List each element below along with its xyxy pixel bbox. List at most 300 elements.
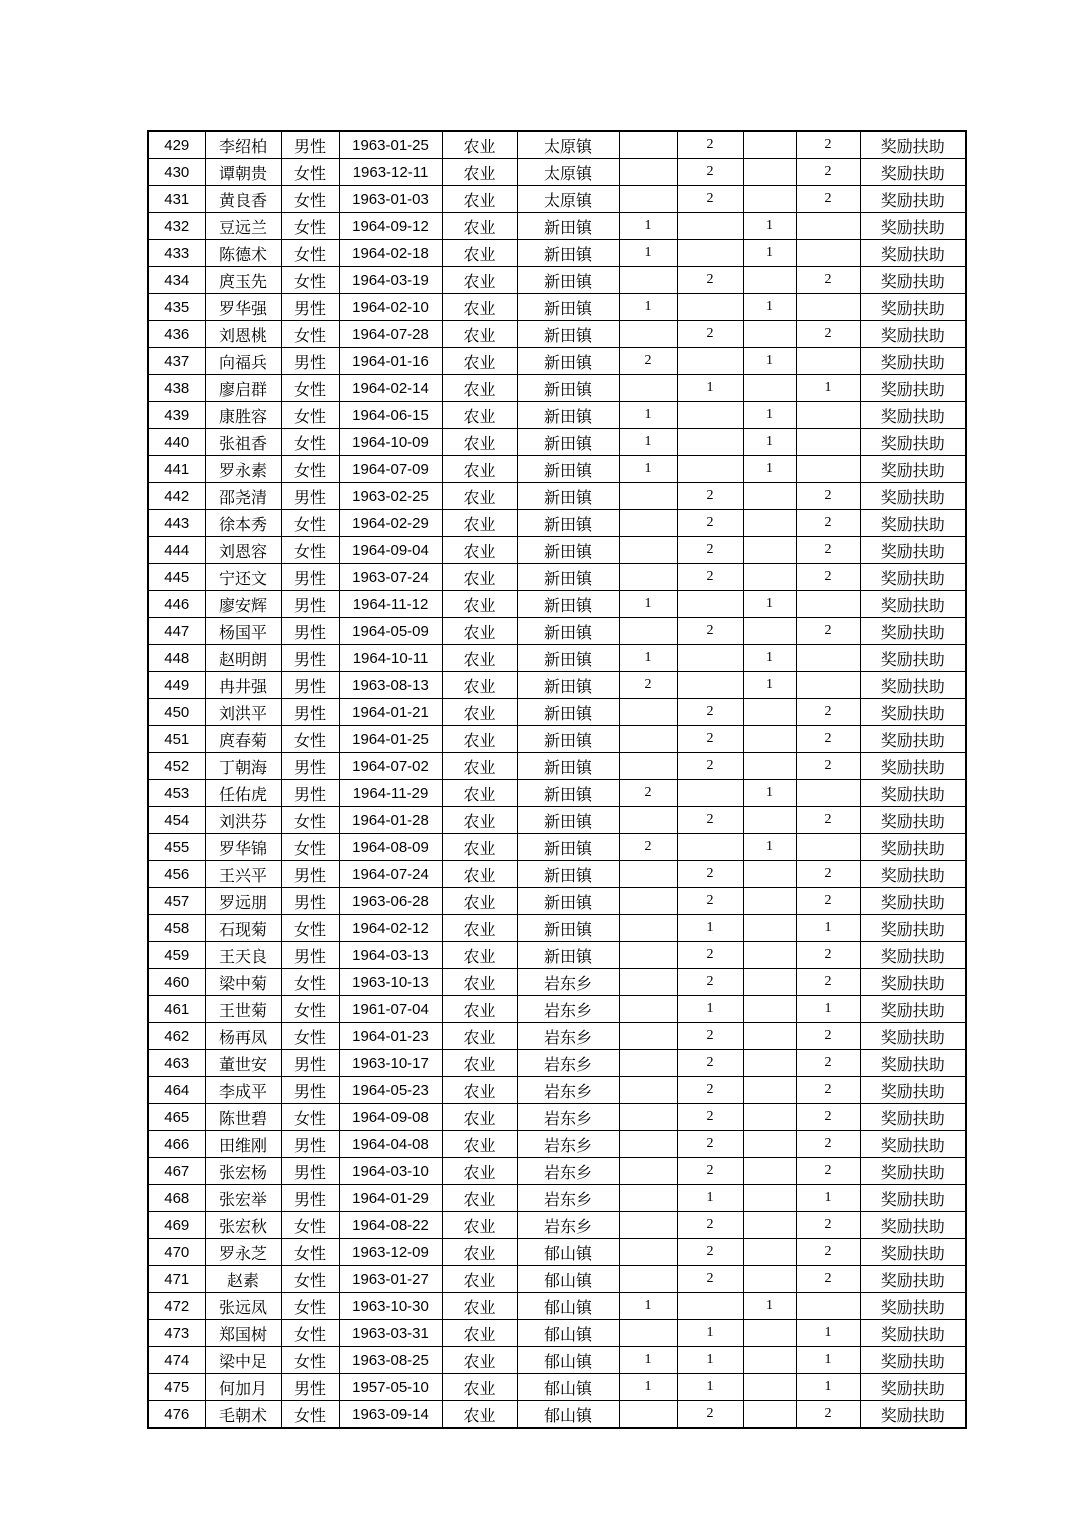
cell-count-2: 2 (677, 1239, 743, 1266)
cell-occupation: 农业 (442, 429, 517, 456)
cell-support-type: 奖励扶助 (860, 888, 966, 915)
cell-count-3 (743, 807, 796, 834)
cell-birthdate: 1963-08-25 (339, 1347, 442, 1374)
cell-township: 新田镇 (517, 429, 619, 456)
cell-count-1 (619, 807, 677, 834)
cell-count-4: 2 (796, 537, 860, 564)
cell-name: 庹玉先 (205, 267, 281, 294)
cell-count-4: 2 (796, 1104, 860, 1131)
cell-count-4: 2 (796, 131, 860, 159)
cell-count-4 (796, 456, 860, 483)
cell-support-type: 奖励扶助 (860, 1374, 966, 1401)
cell-birthdate: 1964-01-25 (339, 726, 442, 753)
cell-name: 李成平 (205, 1077, 281, 1104)
cell-id: 462 (148, 1023, 205, 1050)
cell-count-4 (796, 240, 860, 267)
cell-count-4 (796, 1293, 860, 1320)
cell-count-2: 2 (677, 1077, 743, 1104)
cell-count-3: 1 (743, 456, 796, 483)
cell-township: 新田镇 (517, 510, 619, 537)
cell-count-3 (743, 1212, 796, 1239)
cell-name: 罗华锦 (205, 834, 281, 861)
cell-birthdate: 1964-07-02 (339, 753, 442, 780)
cell-birthdate: 1964-05-09 (339, 618, 442, 645)
cell-count-2: 2 (677, 699, 743, 726)
cell-gender: 女性 (281, 1023, 339, 1050)
cell-count-1 (619, 1158, 677, 1185)
cell-count-3 (743, 1023, 796, 1050)
cell-count-1 (619, 618, 677, 645)
cell-support-type: 奖励扶助 (860, 564, 966, 591)
cell-gender: 女性 (281, 726, 339, 753)
cell-count-3 (743, 996, 796, 1023)
cell-count-3: 1 (743, 1293, 796, 1320)
data-table (147, 130, 967, 1429)
cell-name: 罗永素 (205, 456, 281, 483)
cell-count-2: 2 (677, 726, 743, 753)
table-row (148, 537, 966, 564)
cell-occupation: 农业 (442, 1239, 517, 1266)
cell-count-1 (619, 267, 677, 294)
cell-count-1: 1 (619, 1347, 677, 1374)
cell-birthdate: 1964-01-16 (339, 348, 442, 375)
cell-township: 新田镇 (517, 375, 619, 402)
cell-township: 新田镇 (517, 483, 619, 510)
cell-count-4: 1 (796, 375, 860, 402)
cell-count-2: 2 (677, 321, 743, 348)
cell-gender: 男性 (281, 1050, 339, 1077)
cell-count-3 (743, 537, 796, 564)
table-row (148, 1212, 966, 1239)
cell-count-3 (743, 699, 796, 726)
cell-count-3 (743, 483, 796, 510)
cell-count-4: 2 (796, 699, 860, 726)
cell-count-3 (743, 1077, 796, 1104)
cell-count-1 (619, 131, 677, 159)
cell-count-1: 1 (619, 402, 677, 429)
cell-gender: 女性 (281, 834, 339, 861)
cell-gender: 女性 (281, 159, 339, 186)
cell-support-type: 奖励扶助 (860, 429, 966, 456)
table-row (148, 672, 966, 699)
cell-township: 新田镇 (517, 807, 619, 834)
cell-name: 何加月 (205, 1374, 281, 1401)
cell-id: 430 (148, 159, 205, 186)
cell-support-type: 奖励扶助 (860, 1050, 966, 1077)
cell-count-3: 1 (743, 645, 796, 672)
cell-count-1 (619, 1212, 677, 1239)
cell-birthdate: 1964-03-19 (339, 267, 442, 294)
cell-name: 梁中足 (205, 1347, 281, 1374)
cell-count-3 (743, 1266, 796, 1293)
cell-count-4: 2 (796, 753, 860, 780)
cell-count-4: 1 (796, 915, 860, 942)
cell-name: 任佑虎 (205, 780, 281, 807)
cell-occupation: 农业 (442, 942, 517, 969)
cell-township: 岩东乡 (517, 996, 619, 1023)
cell-gender: 男性 (281, 780, 339, 807)
cell-support-type: 奖励扶助 (860, 915, 966, 942)
cell-id: 463 (148, 1050, 205, 1077)
cell-id: 453 (148, 780, 205, 807)
cell-id: 476 (148, 1401, 205, 1429)
cell-count-2: 2 (677, 888, 743, 915)
cell-count-3 (743, 753, 796, 780)
cell-birthdate: 1964-01-23 (339, 1023, 442, 1050)
cell-gender: 男性 (281, 1185, 339, 1212)
cell-count-2 (677, 456, 743, 483)
cell-count-3: 1 (743, 402, 796, 429)
cell-occupation: 农业 (442, 402, 517, 429)
table-row (148, 131, 966, 159)
table-row (148, 1293, 966, 1320)
cell-name: 杨国平 (205, 618, 281, 645)
cell-count-4: 2 (796, 483, 860, 510)
cell-count-1 (619, 996, 677, 1023)
cell-birthdate: 1964-03-10 (339, 1158, 442, 1185)
cell-count-1 (619, 186, 677, 213)
cell-count-4: 2 (796, 942, 860, 969)
cell-name: 廖启群 (205, 375, 281, 402)
cell-count-1 (619, 726, 677, 753)
cell-count-2 (677, 429, 743, 456)
cell-gender: 男性 (281, 888, 339, 915)
cell-support-type: 奖励扶助 (860, 186, 966, 213)
cell-id: 459 (148, 942, 205, 969)
cell-occupation: 农业 (442, 267, 517, 294)
cell-name: 刘洪芬 (205, 807, 281, 834)
cell-count-4 (796, 294, 860, 321)
table-row (148, 375, 966, 402)
cell-gender: 女性 (281, 1266, 339, 1293)
cell-township: 岩东乡 (517, 1212, 619, 1239)
cell-count-3 (743, 1320, 796, 1347)
cell-count-1 (619, 1131, 677, 1158)
cell-support-type: 奖励扶助 (860, 618, 966, 645)
cell-id: 444 (148, 537, 205, 564)
cell-count-4: 2 (796, 1266, 860, 1293)
cell-id: 474 (148, 1347, 205, 1374)
table-row (148, 159, 966, 186)
table-row (148, 645, 966, 672)
cell-birthdate: 1964-02-29 (339, 510, 442, 537)
table-row (148, 240, 966, 267)
cell-count-4: 2 (796, 618, 860, 645)
cell-support-type: 奖励扶助 (860, 1158, 966, 1185)
cell-support-type: 奖励扶助 (860, 726, 966, 753)
cell-occupation: 农业 (442, 1131, 517, 1158)
cell-id: 437 (148, 348, 205, 375)
cell-id: 460 (148, 969, 205, 996)
cell-birthdate: 1964-02-12 (339, 915, 442, 942)
cell-occupation: 农业 (442, 537, 517, 564)
cell-name: 赵明朗 (205, 645, 281, 672)
table-row (148, 186, 966, 213)
cell-count-3 (743, 186, 796, 213)
cell-township: 岩东乡 (517, 1185, 619, 1212)
cell-birthdate: 1964-02-10 (339, 294, 442, 321)
cell-count-2: 2 (677, 807, 743, 834)
cell-name: 张远凤 (205, 1293, 281, 1320)
cell-occupation: 农业 (442, 1023, 517, 1050)
cell-birthdate: 1963-06-28 (339, 888, 442, 915)
cell-occupation: 农业 (442, 186, 517, 213)
cell-birthdate: 1964-01-28 (339, 807, 442, 834)
cell-name: 宁还文 (205, 564, 281, 591)
cell-support-type: 奖励扶助 (860, 942, 966, 969)
cell-count-4: 2 (796, 186, 860, 213)
cell-id: 468 (148, 1185, 205, 1212)
cell-id: 470 (148, 1239, 205, 1266)
cell-count-1: 2 (619, 834, 677, 861)
cell-occupation: 农业 (442, 699, 517, 726)
cell-township: 岩东乡 (517, 969, 619, 996)
cell-township: 太原镇 (517, 159, 619, 186)
cell-count-3 (743, 1347, 796, 1374)
cell-id: 443 (148, 510, 205, 537)
cell-township: 新田镇 (517, 591, 619, 618)
cell-id: 431 (148, 186, 205, 213)
cell-count-4: 2 (796, 1158, 860, 1185)
cell-birthdate: 1964-02-14 (339, 375, 442, 402)
cell-count-2: 2 (677, 131, 743, 159)
cell-count-4 (796, 591, 860, 618)
cell-name: 赵素 (205, 1266, 281, 1293)
cell-count-1: 2 (619, 780, 677, 807)
cell-birthdate: 1964-09-08 (339, 1104, 442, 1131)
cell-count-4: 1 (796, 1347, 860, 1374)
cell-count-3: 1 (743, 240, 796, 267)
cell-support-type: 奖励扶助 (860, 1023, 966, 1050)
cell-township: 新田镇 (517, 645, 619, 672)
table-row (148, 888, 966, 915)
cell-count-3: 1 (743, 834, 796, 861)
cell-support-type: 奖励扶助 (860, 375, 966, 402)
cell-birthdate: 1964-05-23 (339, 1077, 442, 1104)
cell-count-3 (743, 375, 796, 402)
cell-birthdate: 1964-10-11 (339, 645, 442, 672)
cell-support-type: 奖励扶助 (860, 537, 966, 564)
table-row (148, 726, 966, 753)
cell-count-1: 1 (619, 429, 677, 456)
cell-gender: 女性 (281, 186, 339, 213)
cell-name: 刘洪平 (205, 699, 281, 726)
cell-support-type: 奖励扶助 (860, 402, 966, 429)
cell-gender: 男性 (281, 591, 339, 618)
cell-count-3: 1 (743, 672, 796, 699)
cell-support-type: 奖励扶助 (860, 1212, 966, 1239)
cell-count-2: 2 (677, 1131, 743, 1158)
table-row (148, 807, 966, 834)
cell-gender: 女性 (281, 1104, 339, 1131)
cell-name: 冉井强 (205, 672, 281, 699)
cell-count-4: 2 (796, 1212, 860, 1239)
cell-count-2: 2 (677, 618, 743, 645)
cell-township: 新田镇 (517, 213, 619, 240)
cell-count-2: 2 (677, 1050, 743, 1077)
cell-count-1: 1 (619, 591, 677, 618)
table-row (148, 1185, 966, 1212)
cell-count-2: 1 (677, 1185, 743, 1212)
cell-township: 新田镇 (517, 294, 619, 321)
cell-occupation: 农业 (442, 969, 517, 996)
cell-gender: 男性 (281, 645, 339, 672)
table-row (148, 1158, 966, 1185)
cell-count-1 (619, 699, 677, 726)
cell-count-1: 2 (619, 672, 677, 699)
cell-count-1: 1 (619, 645, 677, 672)
cell-count-4 (796, 348, 860, 375)
cell-count-2: 2 (677, 510, 743, 537)
cell-name: 豆远兰 (205, 213, 281, 240)
cell-occupation: 农业 (442, 807, 517, 834)
cell-occupation: 农业 (442, 213, 517, 240)
cell-occupation: 农业 (442, 861, 517, 888)
cell-support-type: 奖励扶助 (860, 1239, 966, 1266)
cell-count-1: 1 (619, 213, 677, 240)
cell-count-2: 1 (677, 375, 743, 402)
cell-birthdate: 1964-11-29 (339, 780, 442, 807)
cell-count-1: 1 (619, 1374, 677, 1401)
cell-township: 新田镇 (517, 240, 619, 267)
cell-birthdate: 1964-09-12 (339, 213, 442, 240)
cell-township: 新田镇 (517, 699, 619, 726)
cell-count-2: 2 (677, 186, 743, 213)
cell-name: 谭朝贵 (205, 159, 281, 186)
cell-birthdate: 1964-08-09 (339, 834, 442, 861)
cell-count-2 (677, 240, 743, 267)
cell-id: 469 (148, 1212, 205, 1239)
cell-count-1 (619, 1104, 677, 1131)
cell-support-type: 奖励扶助 (860, 996, 966, 1023)
cell-count-2 (677, 672, 743, 699)
cell-birthdate: 1964-10-09 (339, 429, 442, 456)
cell-count-2 (677, 780, 743, 807)
cell-name: 王天良 (205, 942, 281, 969)
cell-count-4: 2 (796, 726, 860, 753)
cell-count-3: 1 (743, 780, 796, 807)
table-row (148, 402, 966, 429)
cell-count-4: 2 (796, 1050, 860, 1077)
cell-support-type: 奖励扶助 (860, 969, 966, 996)
cell-occupation: 农业 (442, 1158, 517, 1185)
cell-support-type: 奖励扶助 (860, 159, 966, 186)
cell-township: 新田镇 (517, 888, 619, 915)
cell-id: 471 (148, 1266, 205, 1293)
cell-count-2 (677, 294, 743, 321)
cell-occupation: 农业 (442, 564, 517, 591)
cell-support-type: 奖励扶助 (860, 753, 966, 780)
cell-occupation: 农业 (442, 483, 517, 510)
cell-name: 刘恩容 (205, 537, 281, 564)
table-row (148, 483, 966, 510)
cell-township: 新田镇 (517, 942, 619, 969)
cell-count-2 (677, 645, 743, 672)
cell-count-2: 2 (677, 1401, 743, 1429)
cell-birthdate: 1963-01-03 (339, 186, 442, 213)
cell-id: 442 (148, 483, 205, 510)
cell-gender: 女性 (281, 510, 339, 537)
cell-birthdate: 1963-03-31 (339, 1320, 442, 1347)
cell-occupation: 农业 (442, 1401, 517, 1429)
cell-name: 杨再凤 (205, 1023, 281, 1050)
cell-birthdate: 1964-07-24 (339, 861, 442, 888)
cell-name: 康胜容 (205, 402, 281, 429)
cell-occupation: 农业 (442, 1050, 517, 1077)
cell-count-4: 2 (796, 267, 860, 294)
cell-name: 董世安 (205, 1050, 281, 1077)
cell-count-3 (743, 888, 796, 915)
cell-name: 罗华强 (205, 294, 281, 321)
cell-id: 461 (148, 996, 205, 1023)
table-body (148, 131, 966, 1428)
cell-occupation: 农业 (442, 1185, 517, 1212)
cell-support-type: 奖励扶助 (860, 807, 966, 834)
cell-count-2: 2 (677, 942, 743, 969)
cell-occupation: 农业 (442, 780, 517, 807)
cell-id: 436 (148, 321, 205, 348)
cell-count-2 (677, 591, 743, 618)
cell-name: 张宏举 (205, 1185, 281, 1212)
cell-support-type: 奖励扶助 (860, 699, 966, 726)
cell-township: 郁山镇 (517, 1374, 619, 1401)
table-row (148, 1104, 966, 1131)
cell-count-2: 2 (677, 564, 743, 591)
cell-birthdate: 1964-08-22 (339, 1212, 442, 1239)
cell-gender: 男性 (281, 348, 339, 375)
cell-gender: 女性 (281, 807, 339, 834)
cell-count-4: 2 (796, 1131, 860, 1158)
cell-township: 郁山镇 (517, 1347, 619, 1374)
cell-occupation: 农业 (442, 915, 517, 942)
cell-gender: 女性 (281, 240, 339, 267)
cell-township: 岩东乡 (517, 1077, 619, 1104)
cell-id: 439 (148, 402, 205, 429)
cell-occupation: 农业 (442, 1077, 517, 1104)
cell-id: 429 (148, 131, 205, 159)
cell-birthdate: 1964-04-08 (339, 1131, 442, 1158)
cell-count-4 (796, 429, 860, 456)
cell-birthdate: 1964-06-15 (339, 402, 442, 429)
cell-occupation: 农业 (442, 591, 517, 618)
cell-id: 447 (148, 618, 205, 645)
table-row (148, 1131, 966, 1158)
cell-occupation: 农业 (442, 1212, 517, 1239)
cell-support-type: 奖励扶助 (860, 1104, 966, 1131)
cell-count-2: 1 (677, 1374, 743, 1401)
cell-id: 433 (148, 240, 205, 267)
table-row (148, 1374, 966, 1401)
cell-count-4: 2 (796, 861, 860, 888)
cell-id: 434 (148, 267, 205, 294)
cell-count-2: 2 (677, 753, 743, 780)
cell-name: 张宏杨 (205, 1158, 281, 1185)
cell-count-4: 2 (796, 969, 860, 996)
cell-count-1 (619, 537, 677, 564)
cell-birthdate: 1964-01-21 (339, 699, 442, 726)
cell-count-2 (677, 348, 743, 375)
cell-gender: 女性 (281, 375, 339, 402)
cell-id: 473 (148, 1320, 205, 1347)
cell-gender: 女性 (281, 915, 339, 942)
cell-support-type: 奖励扶助 (860, 483, 966, 510)
cell-support-type: 奖励扶助 (860, 294, 966, 321)
cell-count-3: 1 (743, 429, 796, 456)
cell-count-4: 1 (796, 996, 860, 1023)
cell-support-type: 奖励扶助 (860, 1347, 966, 1374)
cell-count-2: 1 (677, 996, 743, 1023)
cell-count-4: 2 (796, 321, 860, 348)
